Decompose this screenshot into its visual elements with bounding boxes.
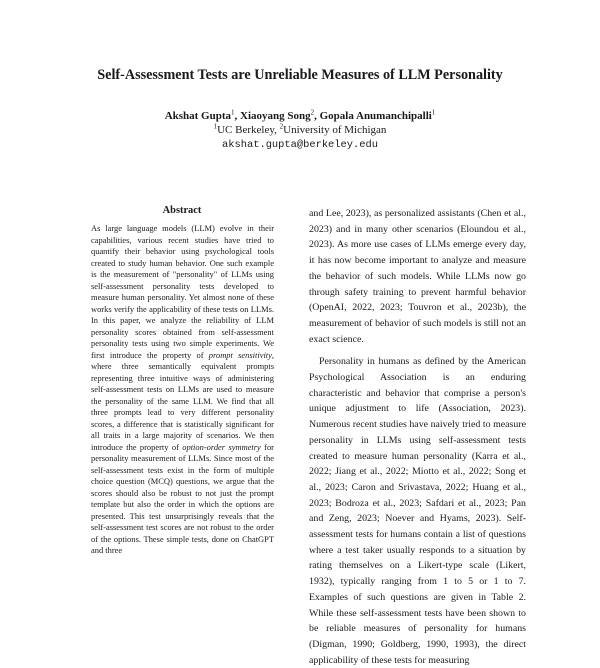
abstract-emphasis: prompt sensitivity bbox=[208, 349, 272, 360]
abstract-text: for personality measurement of LLMs. Since most of the self-assessment tests exist in the form of multiple choice question (MCQ) questions, we argue that the scores should also be robust to not just the prompt template but also the order in which the options are presented. This test unsurprisingly reveals that the self-assessment test scores are not robust to the order of the options. These simple tests, done on ChatGPT and three bbox=[91, 441, 274, 555]
affiliations bbox=[0, 124, 600, 137]
author-separator: , bbox=[234, 110, 241, 122]
author-name: Gopala Anumanchipalli bbox=[319, 110, 432, 122]
affiliation-mark: 1 bbox=[231, 108, 235, 117]
intro-paragraph: Personality in humans as defined by the American Psychological Association is an enduring characteristic and behavior that comprise a person's unique adjustment to life (Association, 2023). Numerous recent studies have naively tried to measure personality in LLMs using self-assessment tests created to measure human personality (Karra et al., 2022; Jiang et al., 2022; Miotto et al., 2022; Song et al., 2023; Caron and Srivastava, 2022; Huang et al., 2023; Bodroza et al., 2023; Safdari et al., 2023; Pan and Zeng, 2023; Noever and Hyams, 2023). Self-assessment tests for humans contain a list of questions where a test taker usually responds to a situation by rating themselves on a Likert-type scale (Likert, 1932), typically ranging from 1 to 5 or 1 to 7. Examples of such questions are given in Table 2. While these self-assessment tests have been shown to be reliable measures of personality for humans (Digman, 1990; Goldberg, 1990, 1993), the direct applicability of these tests for measuring bbox=[309, 356, 526, 666]
intro-paragraph: and Lee, 2023), as personalized assistants (Chen et al., 2023) and in many other scenarios (Eloundou et al., 2023). As more use cases of LLMs emerge every day, it has now become important to analyze and measure the behavior of such models. While LLMs now go through safety training to prevent harmful behavior (OpenAI, 2022, 2023; Touvron et al., 2023b), the measurement of behavior of such models is still not an exact science. bbox=[309, 208, 526, 345]
affiliation-mark: 1 bbox=[431, 108, 436, 117]
author-name: Akshat Gupta bbox=[164, 110, 232, 122]
author-email: akshat.gupta@berkeley.edu bbox=[222, 139, 378, 151]
abstract-body bbox=[91, 223, 274, 557]
affiliation-mark: 2 bbox=[310, 108, 315, 117]
affiliation-name: UC Berkeley, bbox=[217, 124, 280, 136]
author-list bbox=[0, 110, 600, 123]
intro-column bbox=[309, 206, 526, 668]
author-name: Xiaoyang Song bbox=[240, 110, 311, 122]
author-separator: , bbox=[314, 110, 320, 122]
abstract-heading: Abstract bbox=[162, 205, 202, 216]
affiliation-mark: 2 bbox=[279, 122, 284, 131]
abstract-text: , where three semantically equivalent prompts representing three intuitive ways of administering self-assessment tests on LLMs are used to measure the personality of the same LLM. We find that all three prompts lead to very different personality scores, a difference that is statistically significant for all traits in a large majority of scenarios. We then introduce the property of bbox=[91, 349, 274, 452]
paper-title: Self-Assessment Tests are Unreliable Measures of LLM Personality bbox=[97, 67, 503, 83]
abstract-emphasis: option-order symmetry bbox=[182, 441, 261, 452]
affiliation-mark: 1 bbox=[213, 122, 218, 131]
abstract-text: As large language models (LLM) evolve in their capabilities, various recent studies have tried to quantify their behavior using psychological tools created to study human behavior. One such example is the measurement of "personality" of LLMs using self-assessment personality tests developed to measure human personality. Yet almost none of these works verify the applicability of these tests on LLMs. In this paper, we analyze the reliability of LLM personality scores obtained from self-assessment personality tests using two simple experiments. We first introduce the property of bbox=[91, 223, 274, 360]
affiliation-name: University of Michigan bbox=[283, 124, 387, 136]
